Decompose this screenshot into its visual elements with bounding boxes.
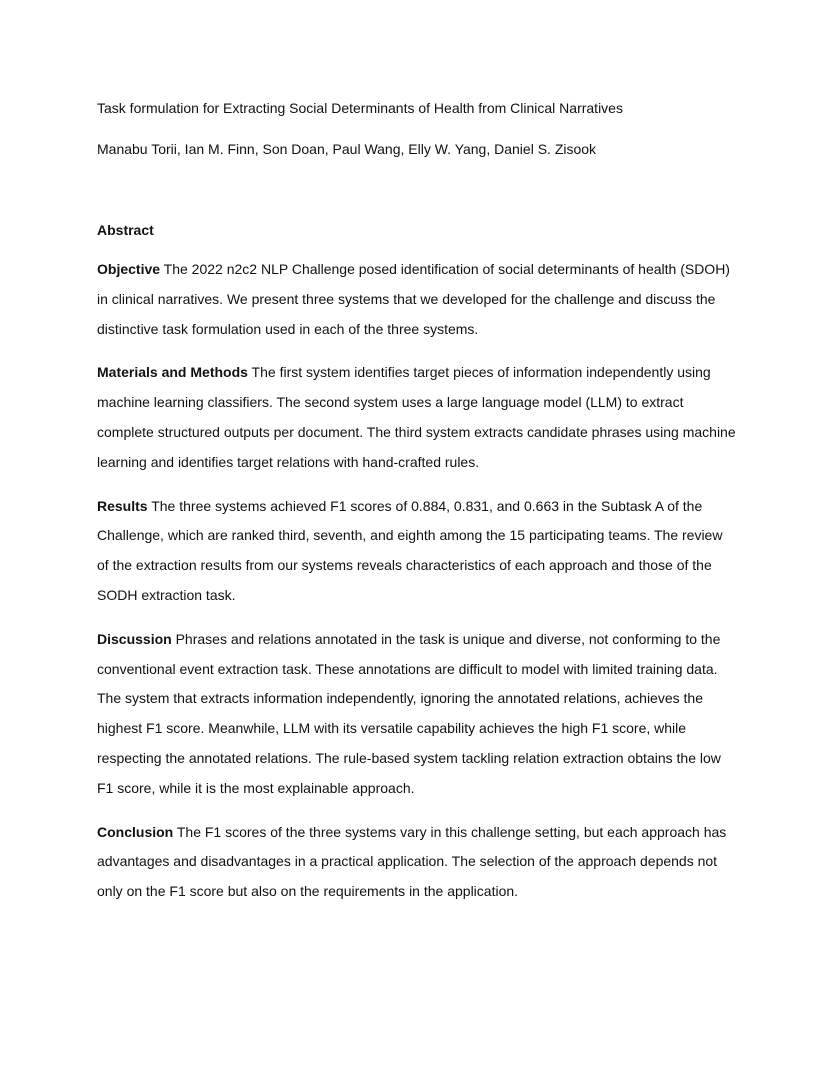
conclusion-text: The F1 scores of the three systems vary in this challenge setting, but each approach has advantages and disadvantages in a practical application. The selection of the approach depends not only on the F1 score but also on the requirements in the application. bbox=[97, 823, 727, 900]
discussion-text: Phrases and relations annotated in the task is unique and diverse, not conforming to the conventional event extraction task. These annotations are difficult to model with limited training data. The system that extracts information independently, ignoring the annotated relations, achieves the highest F1 score. Meanwhile, LLM with its versatile capability achieves the high F1 score, while respecting the annotated relations. The rule-based system tackling relation extraction obtains the low F1 score, while it is the most explainable approach. bbox=[97, 630, 721, 796]
results-label: Results bbox=[97, 497, 148, 514]
conclusion-label: Conclusion bbox=[97, 823, 174, 840]
abstract-conclusion bbox=[97, 818, 737, 907]
paper-title: Task formulation for Extracting Social Determinants of Health from Clinical Narratives bbox=[97, 100, 623, 116]
objective-text: The 2022 n2c2 NLP Challenge posed identification of social determinants of health (SDOH) in clinical narratives. We present three systems that we developed for the challenge and discuss the distinctive task formulation used in each of the three systems. bbox=[97, 261, 730, 337]
paper-page bbox=[97, 96, 737, 907]
abstract-methods bbox=[97, 358, 737, 477]
abstract-discussion bbox=[97, 625, 737, 804]
abstract-heading: Abstract bbox=[97, 222, 154, 238]
methods-text: The first system identifies target pieces of information independently using machine learning classifiers. The second system uses a large language model (LLM) to extract complete structured outputs per document. The third system extracts candidate phrases using machine learning and identifies target relations with hand-crafted rules. bbox=[97, 364, 736, 470]
methods-label: Materials and Methods bbox=[97, 364, 248, 381]
abstract-results bbox=[97, 492, 737, 611]
objective-label: Objective bbox=[97, 261, 161, 277]
abstract-objective bbox=[97, 255, 737, 344]
results-text: The three systems achieved F1 scores of 0.884, 0.831, and 0.663 in the Subtask A of the Challenge, which are ranked third, seventh, and eighth among the 15 participating teams. The review of the extraction results from our systems reveals characteristics of each approach and those of the SODH extraction task. bbox=[97, 497, 723, 603]
author-list: Manabu Torii, Ian M. Finn, Son Doan, Paul Wang, Elly W. Yang, Daniel S. Zisook bbox=[97, 141, 597, 157]
discussion-label: Discussion bbox=[97, 630, 172, 647]
